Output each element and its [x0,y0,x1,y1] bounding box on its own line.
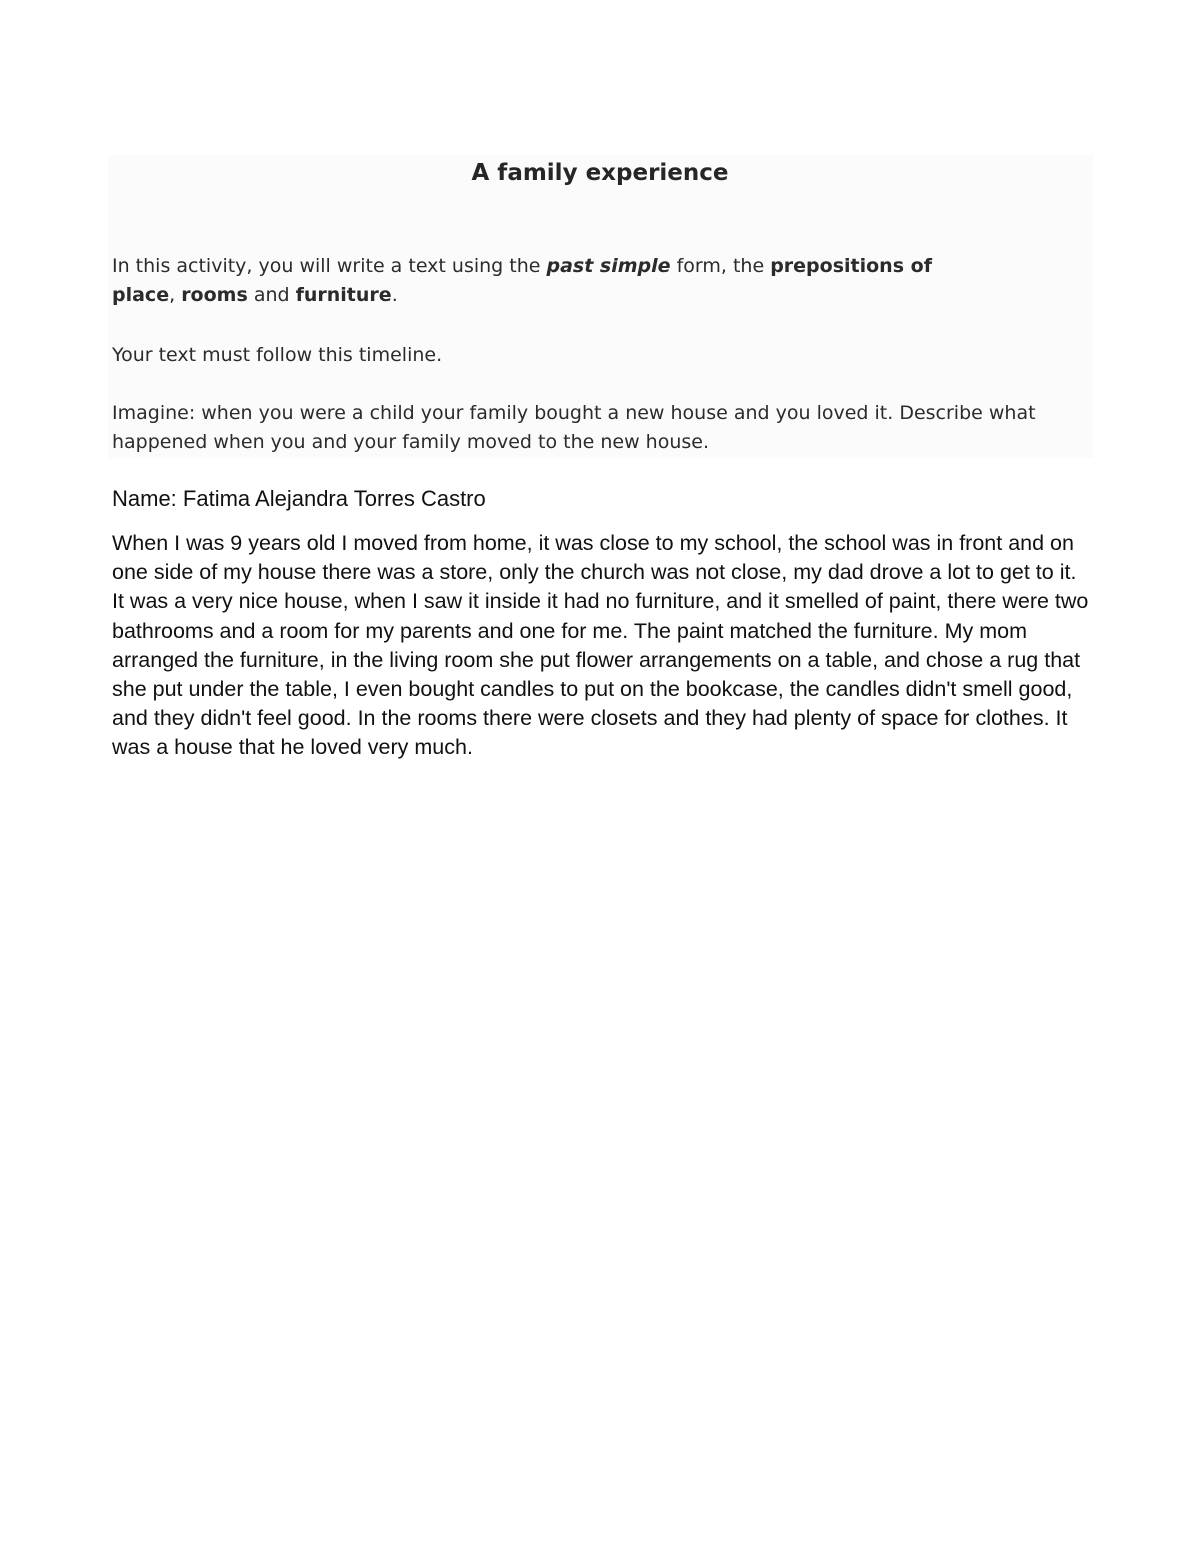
intro-paragraph [112,252,1012,310]
intro-prepositions-of: prepositions of [770,255,932,277]
intro-rooms: rooms [181,284,248,306]
intro-furniture: furniture [295,284,392,306]
intro-text-1: In this activity, you will write a text using the [112,255,547,277]
story-text: When I was 9 years old I moved from home, it was close to my school, the school was in front and on one side of my house there was a store, only the church was not close, my dad drove a lot to get to it. It was a very nice house, when I saw it inside it had no furniture, and it smelled of paint, there were two bathrooms and a room for my parents and one for me. The paint matched the furniture. My mom arranged the furniture, in the living room she put flower arrangements on a table, and chose a rug that she put under the table, I even bought candles to put on the bookcase, the candles didn't smell good, and they didn't feel good. In the rooms there were closets and they had plenty of space for clothes. It was a house that he loved very much. [112,531,1089,760]
imagine-prompt: Imagine: when you were a child your family bought a new house and you loved it. Describe what happened when you and your family moved to the new house. [112,402,1036,453]
intro-and: and [247,284,296,306]
intro-place: place [112,284,170,306]
intro-comma: , [169,284,182,306]
intro-text-2: form, the [670,255,771,277]
page-title: A family experience [471,160,729,186]
timeline-instruction: Your text must follow this timeline. [112,344,443,366]
student-name: Name: Fatima Alejandra Torres Castro [112,486,486,511]
intro-period: . [391,284,398,306]
intro-past-simple: past simple [546,255,671,277]
